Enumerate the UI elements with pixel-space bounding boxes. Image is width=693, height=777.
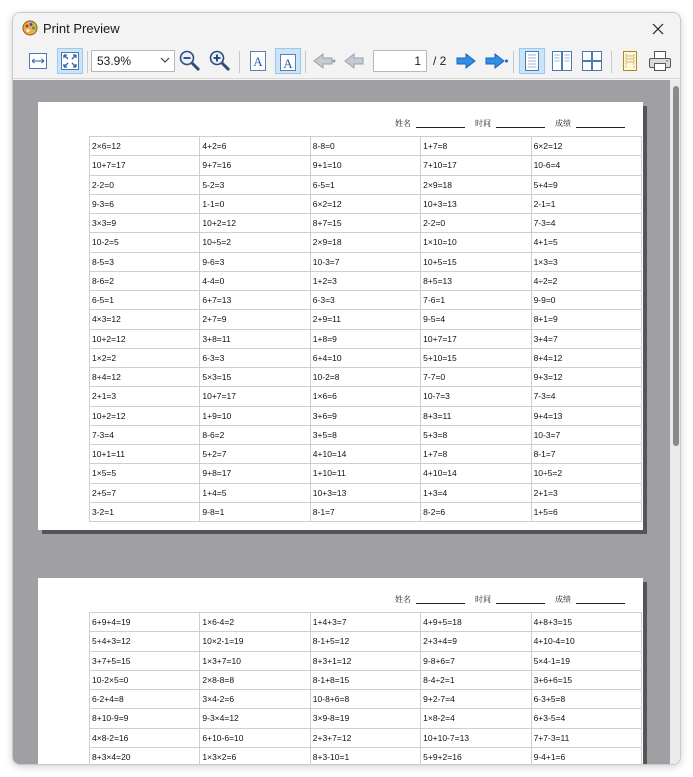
- problem-cell: 9+8=17: [200, 464, 310, 483]
- problem-cell: 8+5=13: [421, 271, 531, 290]
- problem-cell: 10+5=15: [421, 252, 531, 271]
- problem-cell: 10+2=12: [200, 214, 310, 233]
- problem-cell: 2-2=0: [90, 175, 200, 194]
- problem-cell: 8-1=7: [310, 502, 420, 521]
- problem-cell: 10-2×5=0: [90, 670, 200, 689]
- preview-area[interactable]: [13, 80, 670, 765]
- problem-cell: 8+10-9=9: [90, 709, 200, 728]
- two-page-view-button[interactable]: [549, 48, 575, 74]
- text-larger-button[interactable]: [275, 48, 301, 74]
- problem-cell: 8+7=15: [310, 214, 420, 233]
- problem-cell: 2×9=18: [421, 175, 531, 194]
- problem-cell: 9+3=12: [531, 368, 641, 387]
- palette-icon: [22, 20, 38, 36]
- problem-cell: 10-8+6=8: [310, 690, 420, 709]
- time-label: 时间: [475, 119, 491, 128]
- toolbar: [13, 45, 680, 79]
- problem-cell: 1×5=5: [90, 464, 200, 483]
- page-header: [38, 118, 643, 132]
- page-total: / 2: [433, 54, 447, 68]
- problem-cell: 2+5=7: [90, 483, 200, 502]
- problem-cell: 8-1=7: [531, 445, 641, 464]
- table-row: [90, 613, 642, 632]
- table-row: [90, 406, 642, 425]
- fit-width-icon: [28, 51, 48, 71]
- first-page-arrow-icon: [312, 51, 336, 71]
- problem-cell: 9+1=10: [310, 156, 420, 175]
- problem-cell: 10+2=12: [90, 406, 200, 425]
- problem-cell: 1×3+7=10: [200, 651, 310, 670]
- problem-cell: 3×3=9: [90, 214, 200, 233]
- page-setup-icon: [620, 50, 640, 72]
- problem-cell: 3-2=1: [90, 502, 200, 521]
- problem-cell: 9+2-7=4: [421, 690, 531, 709]
- problem-cell: 5+4+3=12: [90, 632, 200, 651]
- toolbar-separator: [513, 51, 514, 73]
- last-page-button[interactable]: [483, 48, 509, 74]
- problem-cell: 4÷2=2: [531, 271, 641, 290]
- problem-cell: 9-3=6: [90, 194, 200, 213]
- problem-cell: 8-5=3: [90, 252, 200, 271]
- problem-cell: 10÷5=2: [200, 233, 310, 252]
- toolbar-separator: [87, 51, 88, 73]
- problem-cell: 9+4=13: [531, 406, 641, 425]
- previous-page-button[interactable]: [341, 48, 367, 74]
- four-page-view-button[interactable]: [579, 48, 605, 74]
- problem-cell: 9-9=0: [531, 291, 641, 310]
- text-smaller-button[interactable]: [245, 48, 271, 74]
- zoom-in-icon: [208, 49, 232, 73]
- name-label: 姓名: [395, 595, 411, 604]
- problem-cell: 5+2=7: [200, 445, 310, 464]
- fit-page-button[interactable]: [57, 48, 83, 74]
- problem-cell: 10+3=13: [310, 483, 420, 502]
- table-row: [90, 348, 642, 367]
- problem-cell: 4-4=0: [200, 271, 310, 290]
- problem-cell: 7+7-3=11: [531, 728, 641, 747]
- problem-cell: 8+1=9: [531, 310, 641, 329]
- next-page-button[interactable]: [453, 48, 479, 74]
- problem-cell: 10+10-7=13: [421, 728, 531, 747]
- toolbar-separator: [239, 51, 240, 73]
- problem-cell: 6+7=13: [200, 291, 310, 310]
- problem-cell: 1×6-4=2: [200, 613, 310, 632]
- table-row: [90, 175, 642, 194]
- problem-cell: 3×4-2=6: [200, 690, 310, 709]
- problem-cell: 10+1=11: [90, 445, 200, 464]
- problem-cell: 6-5=1: [310, 175, 420, 194]
- problem-cell: 8+3-10=1: [310, 747, 420, 765]
- problem-cell: 7+10=17: [421, 156, 531, 175]
- time-underline: [496, 603, 545, 604]
- table-row: [90, 728, 642, 747]
- title-bar: [13, 13, 680, 45]
- problem-cell: 10-6=4: [531, 156, 641, 175]
- problem-cell: 4+10=14: [421, 464, 531, 483]
- problem-cell: 3+5=8: [310, 425, 420, 444]
- problem-cell: 8+4=12: [531, 348, 641, 367]
- problem-cell: 10-2=5: [90, 233, 200, 252]
- table-row: [90, 709, 642, 728]
- table-row: [90, 368, 642, 387]
- problem-cell: 8-1+5=12: [310, 632, 420, 651]
- table-row: [90, 464, 642, 483]
- problem-cell: 3+6=9: [310, 406, 420, 425]
- vertical-scrollbar[interactable]: [670, 80, 681, 765]
- problem-cell: 1+8=9: [310, 329, 420, 348]
- problem-cell: 3+4=7: [531, 329, 641, 348]
- table-row: [90, 194, 642, 213]
- problem-cell: 1+4=5: [200, 483, 310, 502]
- problem-cell: 2-2=0: [421, 214, 531, 233]
- table-row: [90, 329, 642, 348]
- table-row: [90, 271, 642, 290]
- problem-cell: 2+7=9: [200, 310, 310, 329]
- table-row: [90, 252, 642, 271]
- table-row: [90, 632, 642, 651]
- problem-cell: 9-5=4: [421, 310, 531, 329]
- problem-cell: 10×2-1=19: [200, 632, 310, 651]
- problem-cell: 1×6=6: [310, 387, 420, 406]
- table-row: [90, 137, 642, 156]
- problem-cell: 4×3=12: [90, 310, 200, 329]
- print-button[interactable]: [647, 48, 673, 74]
- problem-cell: 6+10-6=10: [200, 728, 310, 747]
- problem-cell: 4+2=6: [200, 137, 310, 156]
- problem-cell: 3+6+6=15: [531, 670, 641, 689]
- arrow-right-icon: [454, 51, 478, 71]
- problem-cell: 6+3-5=4: [531, 709, 641, 728]
- table-row: [90, 156, 642, 175]
- problem-cell: 1×2=2: [90, 348, 200, 367]
- time-label: 时间: [475, 595, 491, 604]
- problem-cell: 5+3=8: [421, 425, 531, 444]
- zoom-in-button[interactable]: [207, 48, 233, 74]
- problem-cell: 2×8-8=8: [200, 670, 310, 689]
- toolbar-separator: [611, 51, 612, 73]
- problem-cell: 1×8-2=4: [421, 709, 531, 728]
- page-header: [38, 594, 643, 608]
- problem-cell: 1+7=8: [421, 137, 531, 156]
- problem-cell: 9-6=3: [200, 252, 310, 271]
- problem-cell: 9-8+6=7: [421, 651, 531, 670]
- problem-cell: 2×6=12: [90, 137, 200, 156]
- problem-cell: 9+7=16: [200, 156, 310, 175]
- table-row: [90, 291, 642, 310]
- problem-cell: 10+3=13: [421, 194, 531, 213]
- problem-cell: 8+3=11: [421, 406, 531, 425]
- problem-cell: 8-6=2: [200, 425, 310, 444]
- problem-cell: 10-3=7: [531, 425, 641, 444]
- score-label: 成绩: [555, 595, 571, 604]
- page-number-input[interactable]: 1: [373, 50, 427, 72]
- problem-cell: 1+5=6: [531, 502, 641, 521]
- table-row: [90, 310, 642, 329]
- problem-cell: 7-3=4: [531, 387, 641, 406]
- name-label: 姓名: [395, 119, 411, 128]
- score-underline: [576, 127, 625, 128]
- preview-page-1: [38, 102, 643, 530]
- problem-cell: 6-5=1: [90, 291, 200, 310]
- problem-cell: 10+2=12: [90, 329, 200, 348]
- problem-cell: 2+1=3: [90, 387, 200, 406]
- window-title: Print Preview: [43, 21, 120, 36]
- problem-cell: 5×4-1=19: [531, 651, 641, 670]
- zoom-out-button[interactable]: [177, 48, 203, 74]
- problem-cell: 8-6=2: [90, 271, 200, 290]
- table-row: [90, 233, 642, 252]
- problem-cell: 5+10=15: [421, 348, 531, 367]
- score-label: 成绩: [555, 119, 571, 128]
- four-pages-icon: [581, 50, 603, 72]
- problem-cell: 7-7=0: [421, 368, 531, 387]
- table-row: [90, 483, 642, 502]
- problem-cell: 6+4=10: [310, 348, 420, 367]
- problem-cell: 10÷5=2: [531, 464, 641, 483]
- page-setup-button[interactable]: [617, 48, 643, 74]
- chevron-down-icon: [160, 55, 170, 65]
- problem-cell: 1+2=3: [310, 271, 420, 290]
- problem-cell: 8+3+1=12: [310, 651, 420, 670]
- problem-cell: 6-2+4=8: [90, 690, 200, 709]
- problem-cell: 9-3×4=12: [200, 709, 310, 728]
- svg-text:A: A: [253, 54, 263, 69]
- table-row: [90, 502, 642, 521]
- zoom-out-icon: [178, 49, 202, 73]
- problem-cell: 5×3=15: [200, 368, 310, 387]
- problem-cell: 6-3+5=8: [531, 690, 641, 709]
- problem-cell: 3+8=11: [200, 329, 310, 348]
- problem-cell: 7-3=4: [531, 214, 641, 233]
- problem-cell: 1-1=0: [200, 194, 310, 213]
- preview-page-2: [38, 578, 643, 765]
- problem-cell: 2+3+4=9: [421, 632, 531, 651]
- problem-cell: 1+10=11: [310, 464, 420, 483]
- problem-cell: 1+3=4: [421, 483, 531, 502]
- table-row: [90, 651, 642, 670]
- problem-cell: 10-2=8: [310, 368, 420, 387]
- fit-page-icon: [60, 51, 80, 71]
- problem-cell: 8-8=0: [310, 137, 420, 156]
- text-size-large-icon: [278, 50, 298, 72]
- problem-cell: 9-8=1: [200, 502, 310, 521]
- problem-cell: 2+3+7=12: [310, 728, 420, 747]
- table-row: [90, 387, 642, 406]
- problem-cell: 4×8-2=16: [90, 728, 200, 747]
- problem-cell: 8+4=12: [90, 368, 200, 387]
- table-row: [90, 425, 642, 444]
- problem-cell: 2×9=18: [310, 233, 420, 252]
- problem-cell: 3×9-8=19: [310, 709, 420, 728]
- problem-cell: 5-2=3: [200, 175, 310, 194]
- two-pages-icon: [551, 50, 573, 72]
- problem-cell: 1×3=3: [531, 252, 641, 271]
- problem-cell: 10-3=7: [310, 252, 420, 271]
- problem-cell: 8-2=6: [421, 502, 531, 521]
- problem-cell: 6-3=3: [200, 348, 310, 367]
- problem-cell: 5+9+2=16: [421, 747, 531, 765]
- problem-cell: 6×2=12: [531, 137, 641, 156]
- single-page-icon: [522, 50, 542, 72]
- table-row: [90, 747, 642, 765]
- problem-cell: 4+1=5: [531, 233, 641, 252]
- problem-cell: 4+10=14: [310, 445, 420, 464]
- problem-cell: 10-7=3: [421, 387, 531, 406]
- problem-cell: 7-6=1: [421, 291, 531, 310]
- time-underline: [496, 127, 545, 128]
- table-row: [90, 670, 642, 689]
- close-button[interactable]: [636, 13, 680, 45]
- problem-cell: 1×10=10: [421, 233, 531, 252]
- problem-cell: 8+3×4=20: [90, 747, 200, 765]
- arrow-left-icon: [342, 51, 366, 71]
- print-preview-window: [12, 12, 681, 765]
- problem-cell: 4+8+3=15: [531, 613, 641, 632]
- problem-cell: 8-4÷2=1: [421, 670, 531, 689]
- problem-cell: 6-3=3: [310, 291, 420, 310]
- table-row: [90, 214, 642, 233]
- problem-cell: 7-3=4: [90, 425, 200, 444]
- problem-cell: 6×2=12: [310, 194, 420, 213]
- problem-table: [89, 612, 642, 765]
- fit-width-button[interactable]: [25, 48, 51, 74]
- table-row: [90, 690, 642, 709]
- problem-cell: 1+7=8: [421, 445, 531, 464]
- close-icon: [652, 23, 664, 35]
- problem-cell: 1+4+3=7: [310, 613, 420, 632]
- text-size-small-icon: [248, 50, 268, 72]
- problem-cell: 2-1=1: [531, 194, 641, 213]
- printer-icon: [648, 50, 672, 72]
- zoom-dropdown[interactable]: [91, 50, 175, 72]
- problem-cell: 10+7=17: [90, 156, 200, 175]
- first-page-button[interactable]: [311, 48, 337, 74]
- table-row: [90, 445, 642, 464]
- problem-cell: 6+9+4=19: [90, 613, 200, 632]
- name-underline: [416, 603, 465, 604]
- scrollbar-thumb[interactable]: [673, 86, 679, 446]
- problem-table: [89, 136, 642, 522]
- problem-cell: 8-1+8=15: [310, 670, 420, 689]
- score-underline: [576, 603, 625, 604]
- problem-cell: 4+10-4=10: [531, 632, 641, 651]
- problem-cell: 1×3×2=6: [200, 747, 310, 765]
- name-underline: [416, 127, 465, 128]
- problem-cell: 10+7=17: [421, 329, 531, 348]
- problem-cell: 9-4+1=6: [531, 747, 641, 765]
- last-page-arrow-icon: [484, 51, 508, 71]
- problem-cell: 3+7+5=15: [90, 651, 200, 670]
- zoom-value: 53.9%: [97, 54, 132, 68]
- problem-cell: 1+9=10: [200, 406, 310, 425]
- toolbar-separator: [305, 51, 306, 73]
- problem-cell: 2+9=11: [310, 310, 420, 329]
- problem-cell: 2+1=3: [531, 483, 641, 502]
- problem-cell: 10+7=17: [200, 387, 310, 406]
- problem-cell: 4+9+5=18: [421, 613, 531, 632]
- single-page-view-button[interactable]: [519, 48, 545, 74]
- problem-cell: 5+4=9: [531, 175, 641, 194]
- svg-text:A: A: [283, 56, 293, 71]
